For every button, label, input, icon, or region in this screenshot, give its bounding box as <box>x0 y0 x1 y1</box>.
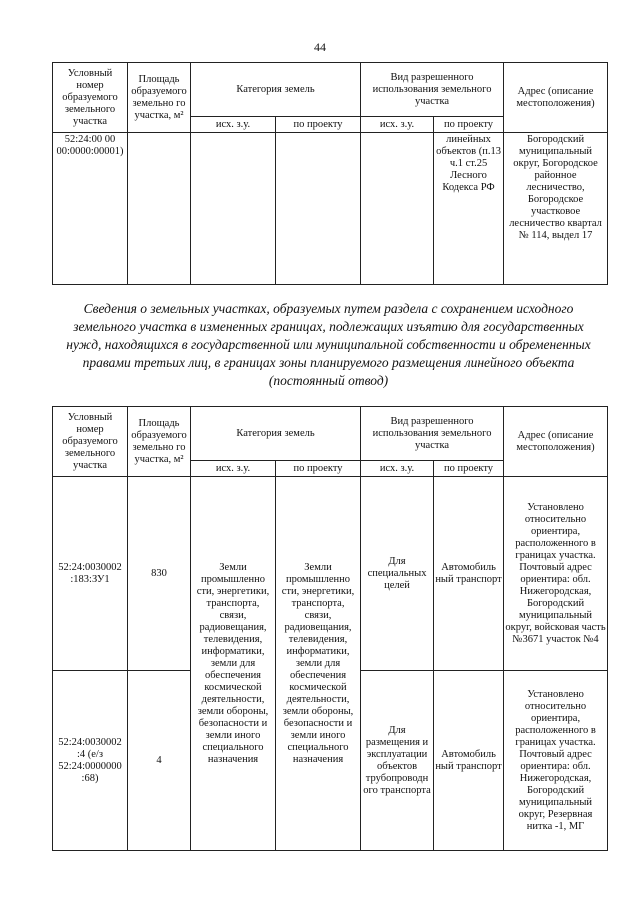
cell-address: Богородский муниципальный округ, Богородское районное лесничество, Богородское участковое лесничество квартал № 114, выдел 17 <box>504 133 608 285</box>
cell-use-existing <box>361 133 434 285</box>
header-area: Площадь образуемого земельно го участка, м² <box>128 407 191 477</box>
subheader-use-existing: исх. з.у. <box>361 117 434 133</box>
cell-category-project <box>276 133 361 285</box>
subheader-use-existing: исх. з.у. <box>361 461 434 477</box>
cell-address: Установлено относительно ориентира, расположенного в границах участка. Почтовый адрес ориентира: обл. Нижегородская, Богородский муниципальный округ, войсковая часть №3671 участок №4 <box>504 477 608 671</box>
header-cadastral: Условный номер образуемого земельного участка <box>53 63 128 133</box>
subheader-category-project: по проекту <box>276 117 361 133</box>
cell-category-project: Земли промышленно сти, энергетики, транспорта, связи, радиовещания, телевидения, информатики, земли для обеспечения космической деятельности, земли обороны, безопасности и земли иного специального назначения <box>276 477 361 851</box>
cell-cadastral: 52:24:0030002 :183:ЗУ1 <box>53 477 128 671</box>
header-area: Площадь образуемого земельно го участка, м² <box>128 63 191 133</box>
cell-cadastral: 52:24:00 00 00:0000:00001) <box>53 133 128 285</box>
cell-use-project: Автомобиль ный транспорт <box>434 671 504 851</box>
subheader-category-existing: исх. з.у. <box>191 461 276 477</box>
cell-use-existing: Для размещения и эксплуатации объектов трубопроводн ого транспорта <box>361 671 434 851</box>
cell-cadastral: 52:24:0030002 :4 (е/з 52:24:0000000 :68) <box>53 671 128 851</box>
subheader-use-project: по проекту <box>434 461 504 477</box>
section-heading: Сведения о земельных участках, образуемых путем раздела с сохранением исходного земельного участка в измененных границах, подлежащих изъятию для государственных нужд, находящихся в государственной или муниципальной собственности и обремененных правами третьих лиц, в границах зоны планируемого размещения линейного объекта (постоянный отвод) <box>66 301 591 388</box>
cell-area <box>128 133 191 285</box>
header-permitted-use: Вид разрешенного использования земельного участка <box>361 407 504 461</box>
subheader-category-existing: исх. з.у. <box>191 117 276 133</box>
table-row <box>53 477 608 671</box>
header-address: Адрес (описание местоположения) <box>504 407 608 477</box>
land-plots-permanent-allotment-table <box>52 406 608 851</box>
cell-address: Установлено относительно ориентира, расположенного в границах участка. Почтовый адрес ориентира: обл. Нижегородская, Богородский муниципальный округ, Резервная нитка -1, МГ <box>504 671 608 851</box>
subheader-use-project: по проекту <box>434 117 504 133</box>
cell-use-project: линейных объектов (п.13 ч.1 ст.25 Лесного Кодекса РФ <box>434 133 504 285</box>
cell-use-project: Автомобиль ный транспорт <box>434 477 504 671</box>
cell-use-existing: Для специальных целей <box>361 477 434 671</box>
header-category: Категория земель <box>191 407 361 461</box>
header-permitted-use: Вид разрешенного использования земельного участка <box>361 63 504 117</box>
table-row <box>53 133 608 285</box>
header-address: Адрес (описание местоположения) <box>504 63 608 133</box>
header-cadastral: Условный номер образуемого земельного участка <box>53 407 128 477</box>
cell-category-existing: Земли промышленно сти, энергетики, транспорта, связи, радиовещания, телевидения, информатики, земли для обеспечения космической деятельности, земли обороны, безопасности и земли иного специального назначения <box>191 477 276 851</box>
header-category: Категория земель <box>191 63 361 117</box>
land-plots-table-continued <box>52 62 608 285</box>
subheader-category-project: по проекту <box>276 461 361 477</box>
cell-area: 4 <box>128 671 191 851</box>
page-number: 44 <box>314 40 326 54</box>
cell-category-existing <box>191 133 276 285</box>
cell-area: 830 <box>128 477 191 671</box>
